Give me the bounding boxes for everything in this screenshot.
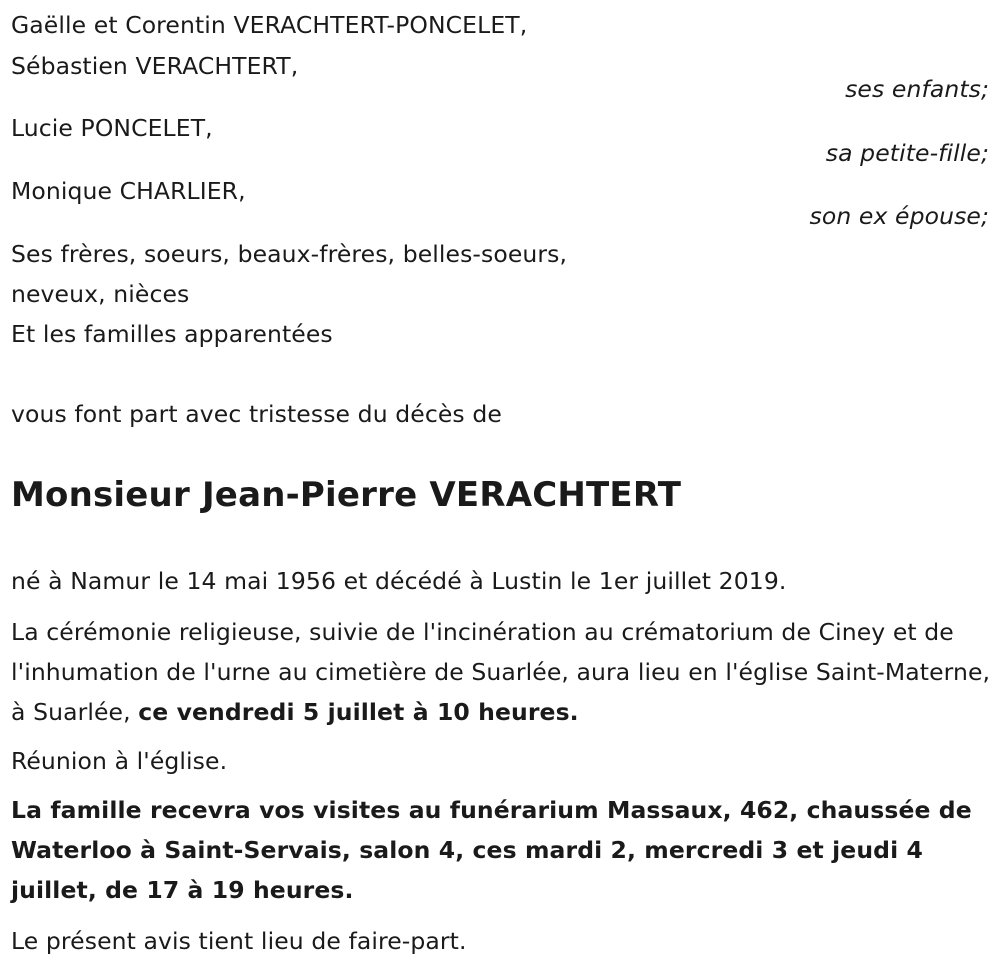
ceremony-text: La cérémonie religieuse, suivie de l'incinération au crématorium de Ciney et de l'inhumation de l'urne au cimetière de Suarlée, aura lieu en l'église Saint-Materne, à Suarlée, [11,618,991,726]
ex-wife-role: son ex épouse; [809,202,989,230]
siblings-line-1: Ses frères, soeurs, beaux-frères, belles-soeurs, [11,240,568,268]
birth-death-line: né à Namur le 14 mai 1956 et décédé à Lustin le 1er juillet 2019. [11,567,787,595]
children-line-1: Gaëlle et Corentin VERACHTERT-PONCELET, [11,11,528,39]
meeting-line: Réunion à l'église. [11,747,228,775]
siblings-line-2: neveux, nièces [11,280,190,308]
granddaughter-name: Lucie PONCELET, [11,114,213,142]
announcement-intro: vous font part avec tristesse du décès de [11,400,502,428]
granddaughter-role: sa petite-fille; [825,139,989,167]
children-line-2: Sébastien VERACHTERT, [11,52,299,80]
notice-line: Le présent avis tient lieu de faire-part. [11,927,467,955]
ceremony-date: ce vendredi 5 juillet à 10 heures. [138,698,579,726]
children-role: ses enfants; [845,75,989,103]
visits-paragraph: La famille recevra vos visites au funérarium Massaux, 462, chaussée de Waterloo à Saint-Servais, salon 4, ces mardi 2, mercredi 3 et jeudi 4 juillet, de 17 à 19 heures. [11,796,972,904]
ex-wife-name: Monique CHARLIER, [11,177,246,205]
deceased-name: Monsieur Jean-Pierre VERACHTERT [11,475,682,515]
ceremony-paragraph [11,612,991,732]
siblings-line-3: Et les familles apparentées [11,320,333,348]
